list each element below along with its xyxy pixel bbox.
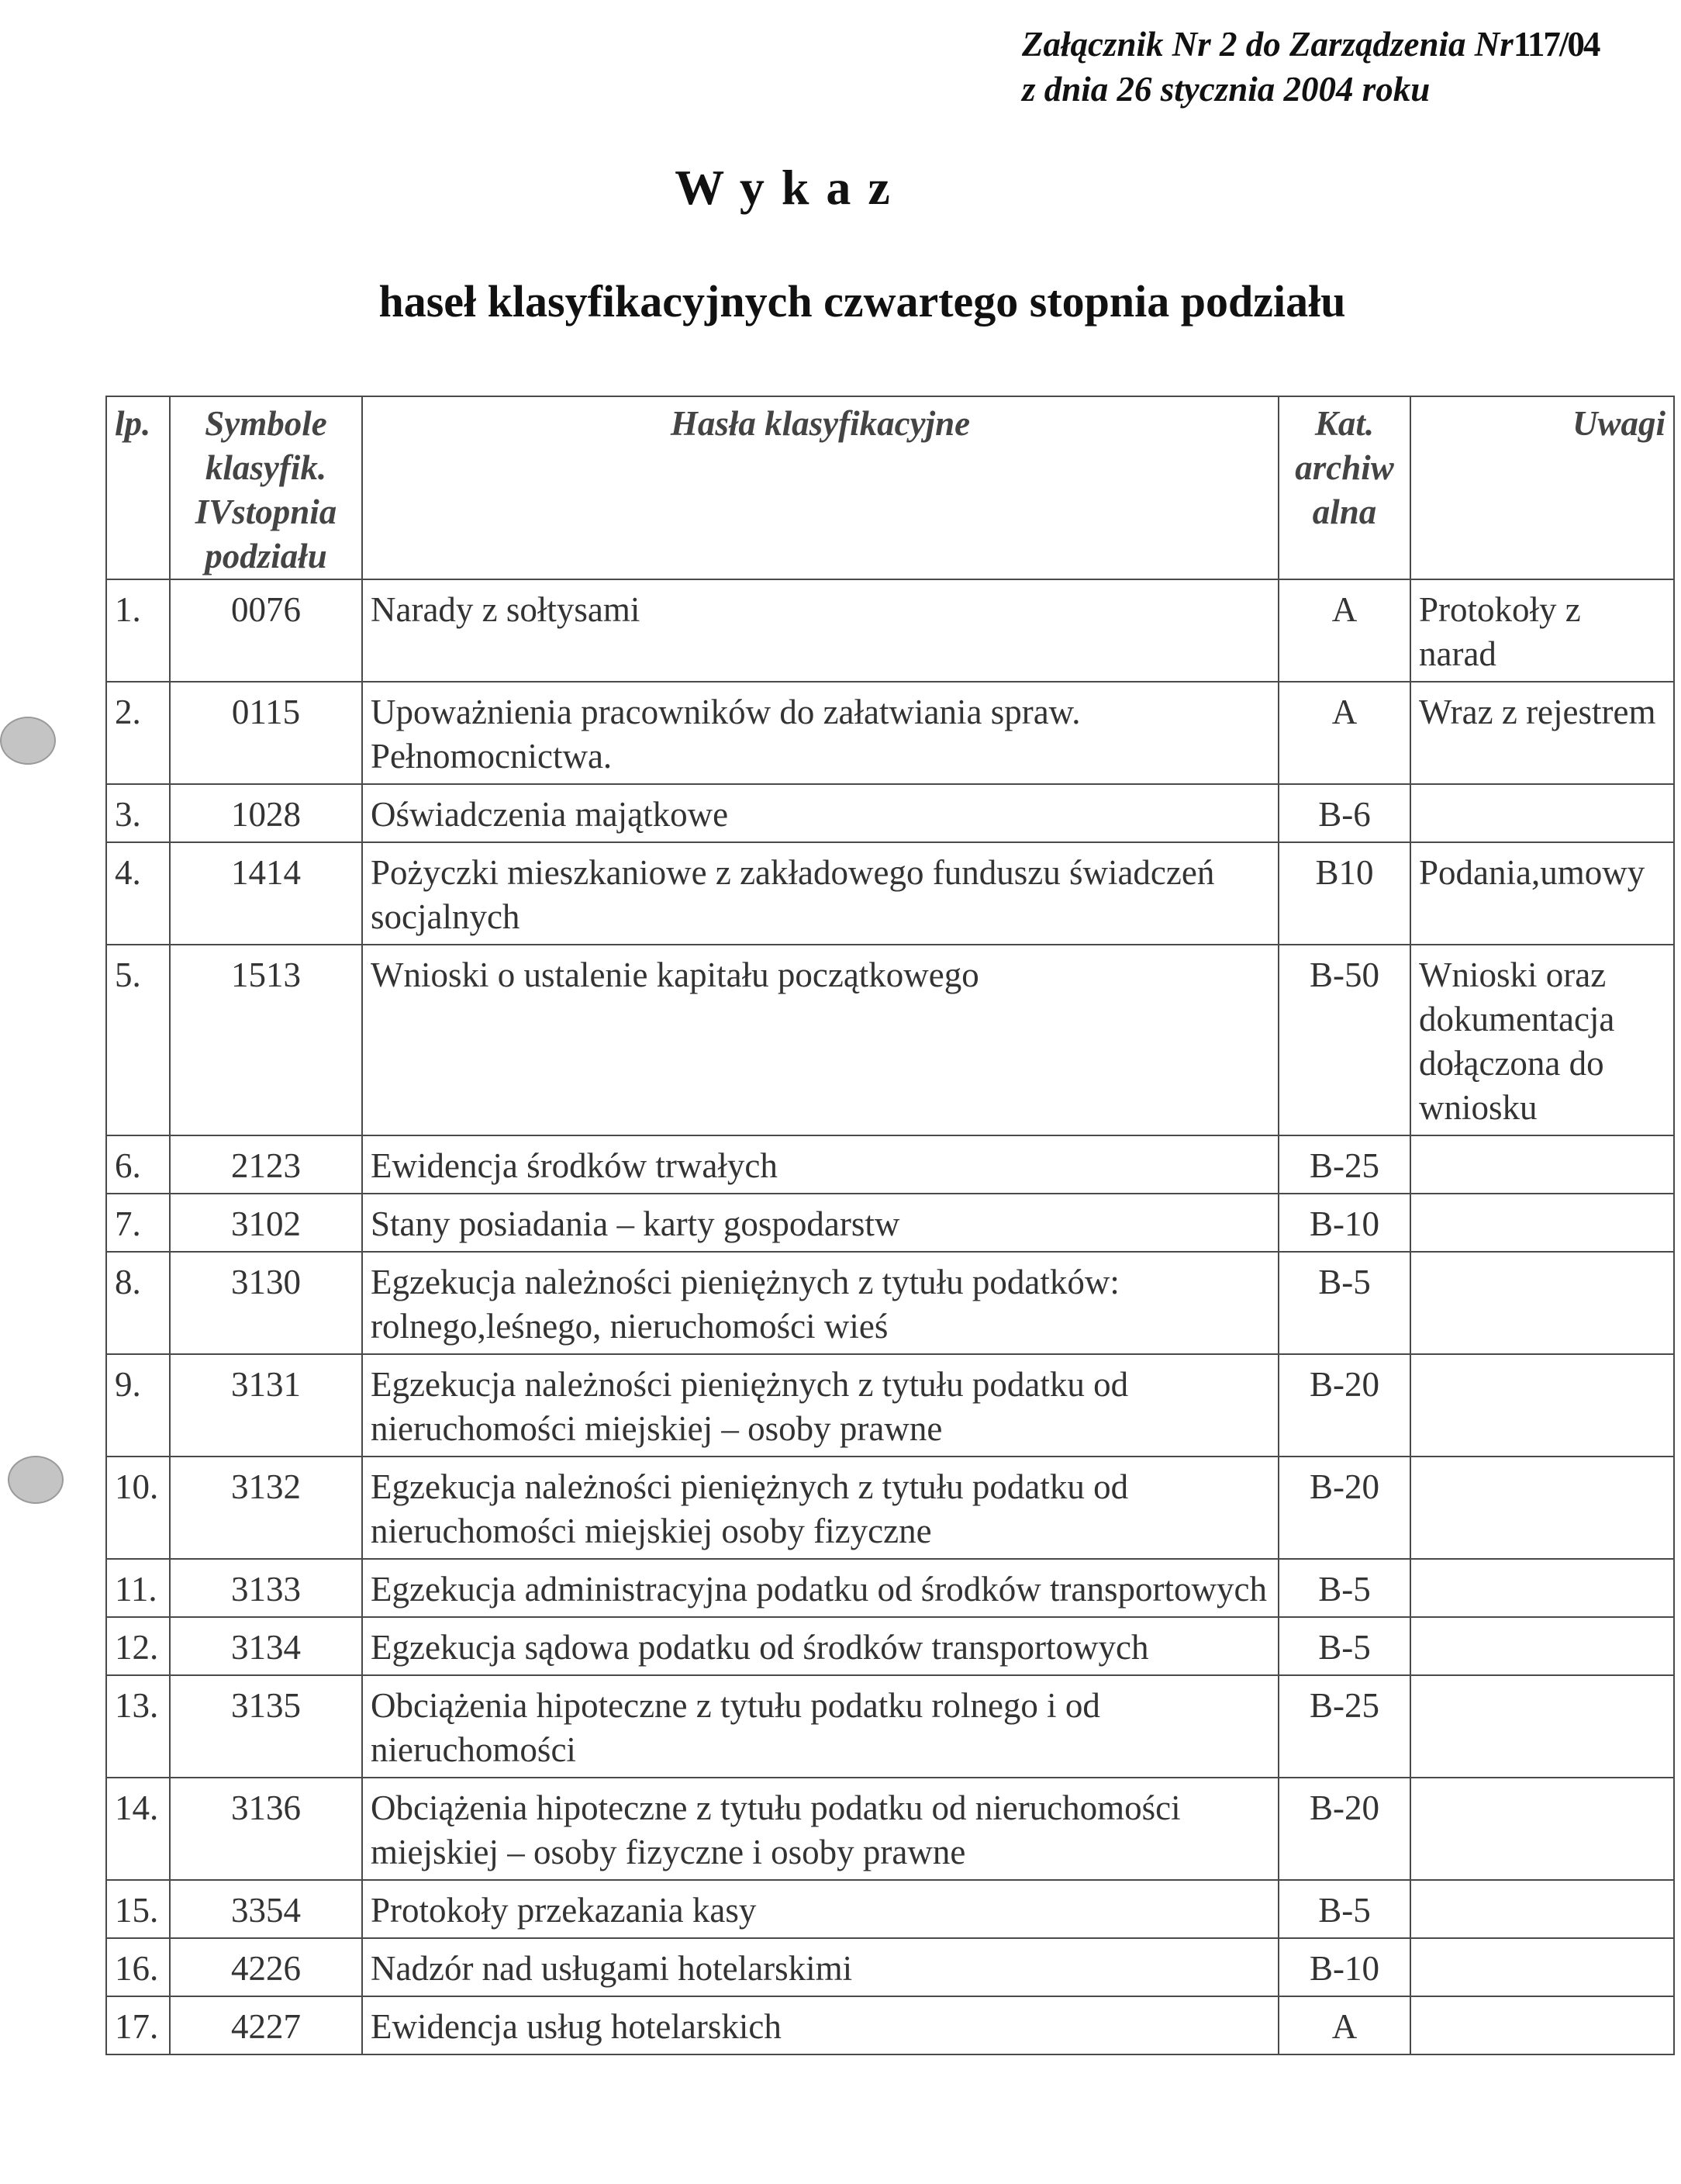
cell-name: Ewidencja usług hotelarskich (362, 1996, 1279, 2054)
cell-category: A (1279, 1996, 1410, 2054)
table-row (106, 1996, 1674, 2054)
cell-symbol: 1513 (170, 945, 362, 1135)
cell-lp: 6. (106, 1135, 170, 1194)
cell-lp: 14. (106, 1778, 170, 1880)
cell-name: Pożyczki mieszkaniowe z zakładowego funduszu świadczeń socjalnych (362, 842, 1279, 945)
header-name: Hasła klasyfikacyjne (362, 396, 1279, 579)
punch-hole-bottom (8, 1456, 64, 1504)
cell-symbol: 3102 (170, 1194, 362, 1252)
table-row (106, 1559, 1674, 1617)
cell-lp: 4. (106, 842, 170, 945)
cell-category: B-6 (1279, 784, 1410, 842)
annex-prefix: Załącznik Nr 2 do Zarządzenia Nr (1022, 25, 1514, 64)
cell-lp: 12. (106, 1617, 170, 1675)
table-body (106, 579, 1674, 2054)
cell-remarks (1410, 1354, 1674, 1457)
table-row (106, 1778, 1674, 1880)
cell-symbol: 3133 (170, 1559, 362, 1617)
cell-category: B-10 (1279, 1938, 1410, 1996)
document-subtitle: haseł klasyfikacyjnych czwartego stopnia podziału (378, 276, 1346, 327)
cell-symbol: 1028 (170, 784, 362, 842)
cell-remarks: Podania,umowy (1410, 842, 1674, 945)
cell-category: B-20 (1279, 1354, 1410, 1457)
annex-header (1022, 22, 1599, 112)
table-row (106, 1675, 1674, 1778)
annex-line-1 (1022, 22, 1599, 67)
cell-name: Wnioski o ustalenie kapitału początkowego (362, 945, 1279, 1135)
cell-name: Egzekucja należności pieniężnych z tytułu podatków: rolnego,leśnego, nieruchomości wieś (362, 1252, 1279, 1354)
cell-symbol: 1414 (170, 842, 362, 945)
cell-category: B-5 (1279, 1559, 1410, 1617)
cell-remarks (1410, 1778, 1674, 1880)
cell-category: B-20 (1279, 1778, 1410, 1880)
cell-category: B-5 (1279, 1252, 1410, 1354)
cell-remarks (1410, 1135, 1674, 1194)
cell-lp: 2. (106, 682, 170, 784)
cell-lp: 10. (106, 1457, 170, 1559)
header-lp: lp. (106, 396, 170, 579)
header-category: Kat. archiw alna (1279, 396, 1410, 579)
cell-lp: 15. (106, 1880, 170, 1938)
table-row (106, 1354, 1674, 1457)
cell-symbol: 4227 (170, 1996, 362, 2054)
cell-symbol: 3134 (170, 1617, 362, 1675)
cell-symbol: 3132 (170, 1457, 362, 1559)
table-row (106, 579, 1674, 682)
cell-lp: 17. (106, 1996, 170, 2054)
table-header-row (106, 396, 1674, 579)
cell-name: Stany posiadania – karty gospodarstw (362, 1194, 1279, 1252)
cell-lp: 3. (106, 784, 170, 842)
cell-symbol: 3136 (170, 1778, 362, 1880)
table-row (106, 682, 1674, 784)
classification-table-wrapper (105, 396, 1675, 2055)
cell-remarks (1410, 1194, 1674, 1252)
cell-category: B-20 (1279, 1457, 1410, 1559)
table-row (106, 1135, 1674, 1194)
cell-name: Egzekucja sądowa podatku od środków transportowych (362, 1617, 1279, 1675)
table-row (106, 1457, 1674, 1559)
table-row (106, 1194, 1674, 1252)
cell-symbol: 3130 (170, 1252, 362, 1354)
cell-symbol: 0115 (170, 682, 362, 784)
table-row (106, 1938, 1674, 1996)
cell-remarks (1410, 1457, 1674, 1559)
table-row (106, 1252, 1674, 1354)
cell-remarks: Wnioski oraz dokumentacja dołączona do wniosku (1410, 945, 1674, 1135)
cell-category: B-5 (1279, 1880, 1410, 1938)
punch-hole-top (0, 717, 56, 765)
cell-name: Nadzór nad usługami hotelarskimi (362, 1938, 1279, 1996)
cell-lp: 1. (106, 579, 170, 682)
cell-name: Egzekucja należności pieniężnych z tytułu podatku od nieruchomości miejskiej osoby fizyczne (362, 1457, 1279, 1559)
cell-symbol: 3131 (170, 1354, 362, 1457)
cell-remarks (1410, 784, 1674, 842)
table-row (106, 945, 1674, 1135)
cell-lp: 11. (106, 1559, 170, 1617)
cell-name: Oświadczenia majątkowe (362, 784, 1279, 842)
table-row (106, 842, 1674, 945)
cell-remarks (1410, 1617, 1674, 1675)
cell-category: A (1279, 579, 1410, 682)
cell-remarks: Wraz z rejestrem (1410, 682, 1674, 784)
table-row (106, 1880, 1674, 1938)
cell-name: Protokoły przekazania kasy (362, 1880, 1279, 1938)
table-row (106, 784, 1674, 842)
header-remarks: Uwagi (1410, 396, 1674, 579)
classification-table (105, 396, 1675, 2055)
cell-name: Ewidencja środków trwałych (362, 1135, 1279, 1194)
cell-symbol: 4226 (170, 1938, 362, 1996)
cell-category: B-25 (1279, 1675, 1410, 1778)
cell-category: B-25 (1279, 1135, 1410, 1194)
cell-category: B-10 (1279, 1194, 1410, 1252)
cell-category: B-50 (1279, 945, 1410, 1135)
cell-lp: 9. (106, 1354, 170, 1457)
cell-lp: 5. (106, 945, 170, 1135)
cell-category: B-5 (1279, 1617, 1410, 1675)
cell-remarks (1410, 1559, 1674, 1617)
cell-remarks (1410, 1880, 1674, 1938)
cell-name: Obciążenia hipoteczne z tytułu podatku od nieruchomości miejskiej – osoby fizyczne i osoby prawne (362, 1778, 1279, 1880)
handwritten-number: 117/04 (1513, 25, 1600, 64)
cell-symbol: 2123 (170, 1135, 362, 1194)
cell-remarks (1410, 1996, 1674, 2054)
cell-remarks (1410, 1252, 1674, 1354)
cell-category: A (1279, 682, 1410, 784)
cell-symbol: 3135 (170, 1675, 362, 1778)
cell-remarks: Protokoły z narad (1410, 579, 1674, 682)
annex-line-2: z dnia 26 stycznia 2004 roku (1022, 70, 1431, 109)
cell-name: Upoważnienia pracowników do załatwiania spraw. Pełnomocnictwa. (362, 682, 1279, 784)
cell-symbol: 0076 (170, 579, 362, 682)
cell-name: Narady z sołtysami (362, 579, 1279, 682)
cell-symbol: 3354 (170, 1880, 362, 1938)
document-title: Wykaz (675, 160, 907, 215)
cell-lp: 16. (106, 1938, 170, 1996)
cell-name: Obciążenia hipoteczne z tytułu podatku rolnego i od nieruchomości (362, 1675, 1279, 1778)
cell-name: Egzekucja administracyjna podatku od środków transportowych (362, 1559, 1279, 1617)
cell-lp: 8. (106, 1252, 170, 1354)
cell-lp: 7. (106, 1194, 170, 1252)
cell-lp: 13. (106, 1675, 170, 1778)
header-symbol: Symbole klasyfik. IVstopnia podziału (170, 396, 362, 579)
cell-remarks (1410, 1938, 1674, 1996)
cell-name: Egzekucja należności pieniężnych z tytułu podatku od nieruchomości miejskiej – osoby prawne (362, 1354, 1279, 1457)
cell-category: B10 (1279, 842, 1410, 945)
cell-remarks (1410, 1675, 1674, 1778)
table-row (106, 1617, 1674, 1675)
